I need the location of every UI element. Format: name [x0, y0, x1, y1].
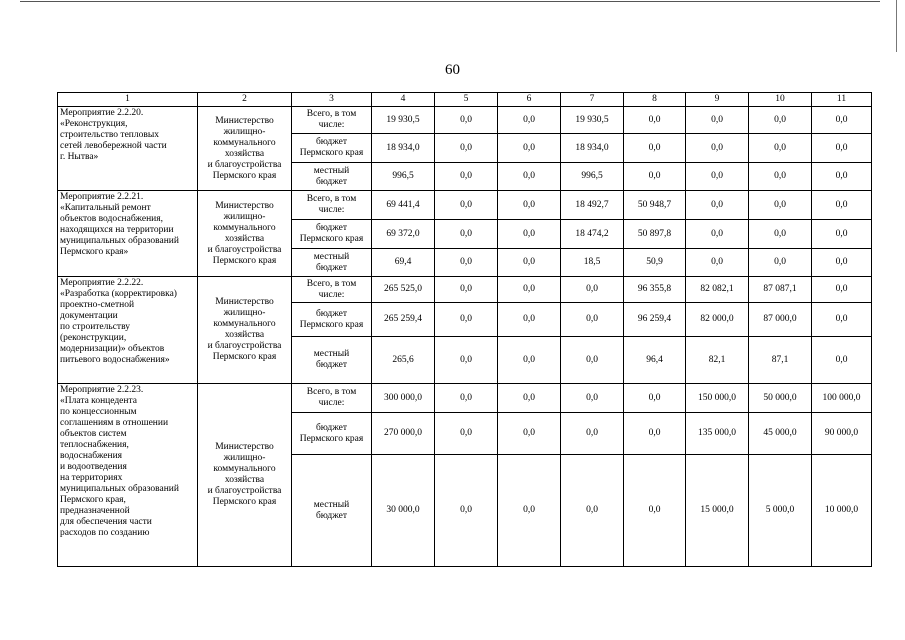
value-cell-col-4: 18 934,0 — [372, 134, 435, 163]
responsible-body: Министерство жилищно- коммунального хозяйства и благоустройства Пермского края — [198, 191, 292, 277]
value-cell-col-10: 87 000,0 — [749, 303, 812, 337]
value-cell-col-10: 50 000,0 — [749, 384, 812, 413]
value-cell-col-9: 82 000,0 — [686, 303, 749, 337]
value-cell-col-11: 0,0 — [812, 134, 872, 163]
value-cell-col-4: 300 000,0 — [372, 384, 435, 413]
activity-name: Мероприятие 2.2.22. «Разработка (корректировка) проектно-сметной документации по строительству (реконструкции, модернизации)» объектов питьевого водоснабжения» — [58, 277, 198, 384]
value-cell-col-7: 18 934,0 — [561, 134, 624, 163]
page-number: 60 — [445, 62, 460, 78]
value-cell-col-11: 0,0 — [812, 303, 872, 337]
value-cell-col-10: 87,1 — [749, 337, 812, 384]
value-cell-col-9: 82 082,1 — [686, 277, 749, 303]
value-cell-col-7: 0,0 — [561, 413, 624, 455]
value-cell-col-9: 150 000,0 — [686, 384, 749, 413]
value-cell-col-6: 0,0 — [498, 134, 561, 163]
value-cell-col-11: 90 000,0 — [812, 413, 872, 455]
funding-source: бюджет Пермского края — [292, 220, 372, 249]
value-cell-col-5: 0,0 — [435, 303, 498, 337]
value-cell-col-4: 69,4 — [372, 249, 435, 277]
value-cell-col-7: 0,0 — [561, 384, 624, 413]
responsible-body: Министерство жилищно- коммунального хозяйства и благоустройства Пермского края — [198, 384, 292, 567]
value-cell-col-9: 135 000,0 — [686, 413, 749, 455]
value-cell-col-6: 0,0 — [498, 384, 561, 413]
value-cell-col-10: 5 000,0 — [749, 455, 812, 567]
value-cell-col-9: 0,0 — [686, 249, 749, 277]
value-cell-col-11: 0,0 — [812, 220, 872, 249]
value-cell-col-7: 0,0 — [561, 277, 624, 303]
value-cell-col-5: 0,0 — [435, 384, 498, 413]
value-cell-col-8: 0,0 — [624, 107, 686, 134]
value-cell-col-10: 0,0 — [749, 191, 812, 220]
value-cell-col-5: 0,0 — [435, 191, 498, 220]
value-cell-col-9: 0,0 — [686, 107, 749, 134]
value-cell-col-11: 0,0 — [812, 249, 872, 277]
value-cell-col-8: 0,0 — [624, 163, 686, 191]
column-header-2: 2 — [198, 93, 292, 107]
value-cell-col-6: 0,0 — [498, 191, 561, 220]
value-cell-col-7: 0,0 — [561, 303, 624, 337]
value-cell-col-6: 0,0 — [498, 277, 561, 303]
value-cell-col-6: 0,0 — [498, 413, 561, 455]
value-cell-col-9: 15 000,0 — [686, 455, 749, 567]
value-cell-col-5: 0,0 — [435, 107, 498, 134]
value-cell-col-5: 0,0 — [435, 220, 498, 249]
value-cell-col-8: 0,0 — [624, 384, 686, 413]
value-cell-col-10: 87 087,1 — [749, 277, 812, 303]
value-cell-col-11: 100 000,0 — [812, 384, 872, 413]
value-cell-col-7: 996,5 — [561, 163, 624, 191]
value-cell-col-8: 96 355,8 — [624, 277, 686, 303]
responsible-body: Министерство жилищно- коммунального хозяйства и благоустройства Пермского края — [198, 277, 292, 384]
column-header-11: 11 — [812, 93, 872, 107]
funding-source: Всего, в том числе: — [292, 107, 372, 134]
top-edge-line — [20, 1, 880, 2]
value-cell-col-6: 0,0 — [498, 249, 561, 277]
funding-source: Всего, в том числе: — [292, 277, 372, 303]
value-cell-col-11: 0,0 — [812, 191, 872, 220]
value-cell-col-10: 45 000,0 — [749, 413, 812, 455]
table-row — [58, 191, 872, 220]
value-cell-col-5: 0,0 — [435, 277, 498, 303]
value-cell-col-4: 30 000,0 — [372, 455, 435, 567]
value-cell-col-8: 0,0 — [624, 455, 686, 567]
value-cell-col-5: 0,0 — [435, 163, 498, 191]
value-cell-col-5: 0,0 — [435, 249, 498, 277]
column-header-7: 7 — [561, 93, 624, 107]
funding-source: бюджет Пермского края — [292, 303, 372, 337]
funding-source: Всего, в том числе: — [292, 191, 372, 220]
funding-source: местный бюджет — [292, 455, 372, 567]
value-cell-col-7: 0,0 — [561, 337, 624, 384]
column-header-3: 3 — [292, 93, 372, 107]
funding-source: бюджет Пермского края — [292, 413, 372, 455]
column-header-9: 9 — [686, 93, 749, 107]
column-header-10: 10 — [749, 93, 812, 107]
funding-source: Всего, в том числе: — [292, 384, 372, 413]
value-cell-col-10: 0,0 — [749, 249, 812, 277]
column-header-4: 4 — [372, 93, 435, 107]
column-header-8: 8 — [624, 93, 686, 107]
table-body — [58, 93, 872, 567]
value-cell-col-8: 50 897,8 — [624, 220, 686, 249]
value-cell-col-7: 19 930,5 — [561, 107, 624, 134]
value-cell-col-7: 18 492,7 — [561, 191, 624, 220]
value-cell-col-9: 82,1 — [686, 337, 749, 384]
funding-source: местный бюджет — [292, 163, 372, 191]
funding-source: местный бюджет — [292, 337, 372, 384]
activity-name: Мероприятие 2.2.21. «Капитальный ремонт объектов водоснабжения, находящихся на территории муниципальных образований Пермского края» — [58, 191, 198, 277]
value-cell-col-5: 0,0 — [435, 455, 498, 567]
value-cell-col-9: 0,0 — [686, 191, 749, 220]
value-cell-col-11: 10 000,0 — [812, 455, 872, 567]
value-cell-col-4: 265,6 — [372, 337, 435, 384]
column-header-1: 1 — [58, 93, 198, 107]
value-cell-col-11: 0,0 — [812, 163, 872, 191]
value-cell-col-6: 0,0 — [498, 455, 561, 567]
value-cell-col-8: 50,9 — [624, 249, 686, 277]
table-row — [58, 384, 872, 413]
value-cell-col-4: 265 259,4 — [372, 303, 435, 337]
value-cell-col-9: 0,0 — [686, 220, 749, 249]
activity-name: Мероприятие 2.2.20. «Реконструкция, строительство тепловых сетей левобережной части г. Нытва» — [58, 107, 198, 191]
value-cell-col-7: 0,0 — [561, 455, 624, 567]
value-cell-col-4: 69 372,0 — [372, 220, 435, 249]
value-cell-col-4: 996,5 — [372, 163, 435, 191]
value-cell-col-4: 19 930,5 — [372, 107, 435, 134]
value-cell-col-6: 0,0 — [498, 303, 561, 337]
funding-source: местный бюджет — [292, 249, 372, 277]
responsible-body: Министерство жилищно- коммунального хозяйства и благоустройства Пермского края — [198, 107, 292, 191]
value-cell-col-8: 0,0 — [624, 413, 686, 455]
table-row — [58, 277, 872, 303]
column-header-5: 5 — [435, 93, 498, 107]
activity-name: Мероприятие 2.2.23. «Плата концедента по концессионным соглашениям в отношении объектов систем теплоснабжения, водоснабжения и водоотведения на территориях муниципальных образований Пермского края, предназначенной для обеспечения части расходов по созданию — [58, 384, 198, 567]
value-cell-col-6: 0,0 — [498, 220, 561, 249]
value-cell-col-4: 69 441,4 — [372, 191, 435, 220]
value-cell-col-11: 0,0 — [812, 107, 872, 134]
value-cell-col-5: 0,0 — [435, 337, 498, 384]
value-cell-col-9: 0,0 — [686, 163, 749, 191]
value-cell-col-10: 0,0 — [749, 107, 812, 134]
value-cell-col-4: 265 525,0 — [372, 277, 435, 303]
right-edge-mark — [896, 0, 897, 52]
value-cell-col-8: 96,4 — [624, 337, 686, 384]
value-cell-col-5: 0,0 — [435, 134, 498, 163]
value-cell-col-8: 96 259,4 — [624, 303, 686, 337]
value-cell-col-6: 0,0 — [498, 163, 561, 191]
value-cell-col-4: 270 000,0 — [372, 413, 435, 455]
column-header-6: 6 — [498, 93, 561, 107]
value-cell-col-10: 0,0 — [749, 163, 812, 191]
budget-table — [57, 92, 872, 567]
value-cell-col-8: 0,0 — [624, 134, 686, 163]
value-cell-col-5: 0,0 — [435, 413, 498, 455]
value-cell-col-11: 0,0 — [812, 337, 872, 384]
column-header-row — [58, 93, 872, 107]
value-cell-col-10: 0,0 — [749, 220, 812, 249]
value-cell-col-10: 0,0 — [749, 134, 812, 163]
value-cell-col-9: 0,0 — [686, 134, 749, 163]
value-cell-col-8: 50 948,7 — [624, 191, 686, 220]
value-cell-col-7: 18 474,2 — [561, 220, 624, 249]
table-row — [58, 107, 872, 134]
funding-source: бюджет Пермского края — [292, 134, 372, 163]
value-cell-col-6: 0,0 — [498, 337, 561, 384]
value-cell-col-7: 18,5 — [561, 249, 624, 277]
value-cell-col-11: 0,0 — [812, 277, 872, 303]
value-cell-col-6: 0,0 — [498, 107, 561, 134]
